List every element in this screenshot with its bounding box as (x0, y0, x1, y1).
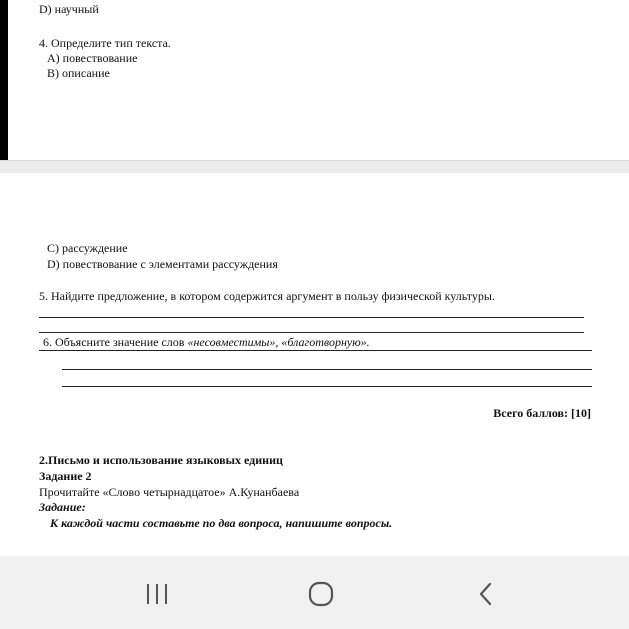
answer-line-3 (62, 369, 592, 370)
q4-option-a: А) повествование (47, 51, 138, 65)
android-navigation-bar (0, 556, 629, 629)
section2-title: 2.Письмо и использование языковых единиц (39, 453, 283, 467)
document-page-top (0, 0, 629, 160)
q4-title: 4. Определите тип текста. (39, 36, 171, 50)
document-page-bottom (0, 173, 629, 556)
q4-option-c: С) рассуждение (47, 241, 128, 255)
task-sublabel: Задание: (39, 500, 86, 514)
home-icon (306, 579, 336, 609)
answer-line-4 (62, 386, 592, 387)
recents-button[interactable] (137, 576, 177, 612)
q5-text: 5. Найдите предложение, в котором содержится аргумент в пользу физической культуры. (39, 289, 495, 303)
back-icon (473, 581, 499, 607)
q6-text (43, 335, 370, 349)
total-score: Всего баллов: [10] (493, 406, 591, 420)
answer-line-2 (39, 332, 584, 333)
left-edge-bar (0, 0, 8, 160)
page-separator (0, 160, 629, 174)
back-button[interactable] (466, 576, 506, 612)
answer-line-1 (39, 317, 584, 318)
q3-option-d: D) научный (39, 2, 99, 16)
q6-words: «несовместимы», «благотворную». (187, 335, 370, 349)
read-instruction: Прочитайте «Слово четырнадцатое» А.Кунанбаева (39, 485, 300, 499)
q6-prefix: 6. Объясните значение слов (43, 335, 188, 349)
q6-underline (39, 350, 592, 351)
q4-option-b: В) описание (47, 66, 110, 80)
recents-icon (144, 581, 170, 607)
task-text: К каждой части составьте по два вопроса, напишите вопросы. (50, 516, 393, 530)
task-label: Задание 2 (39, 469, 92, 483)
q4-option-d: D) повествование с элементами рассуждения (47, 257, 278, 271)
home-button[interactable] (301, 576, 341, 612)
